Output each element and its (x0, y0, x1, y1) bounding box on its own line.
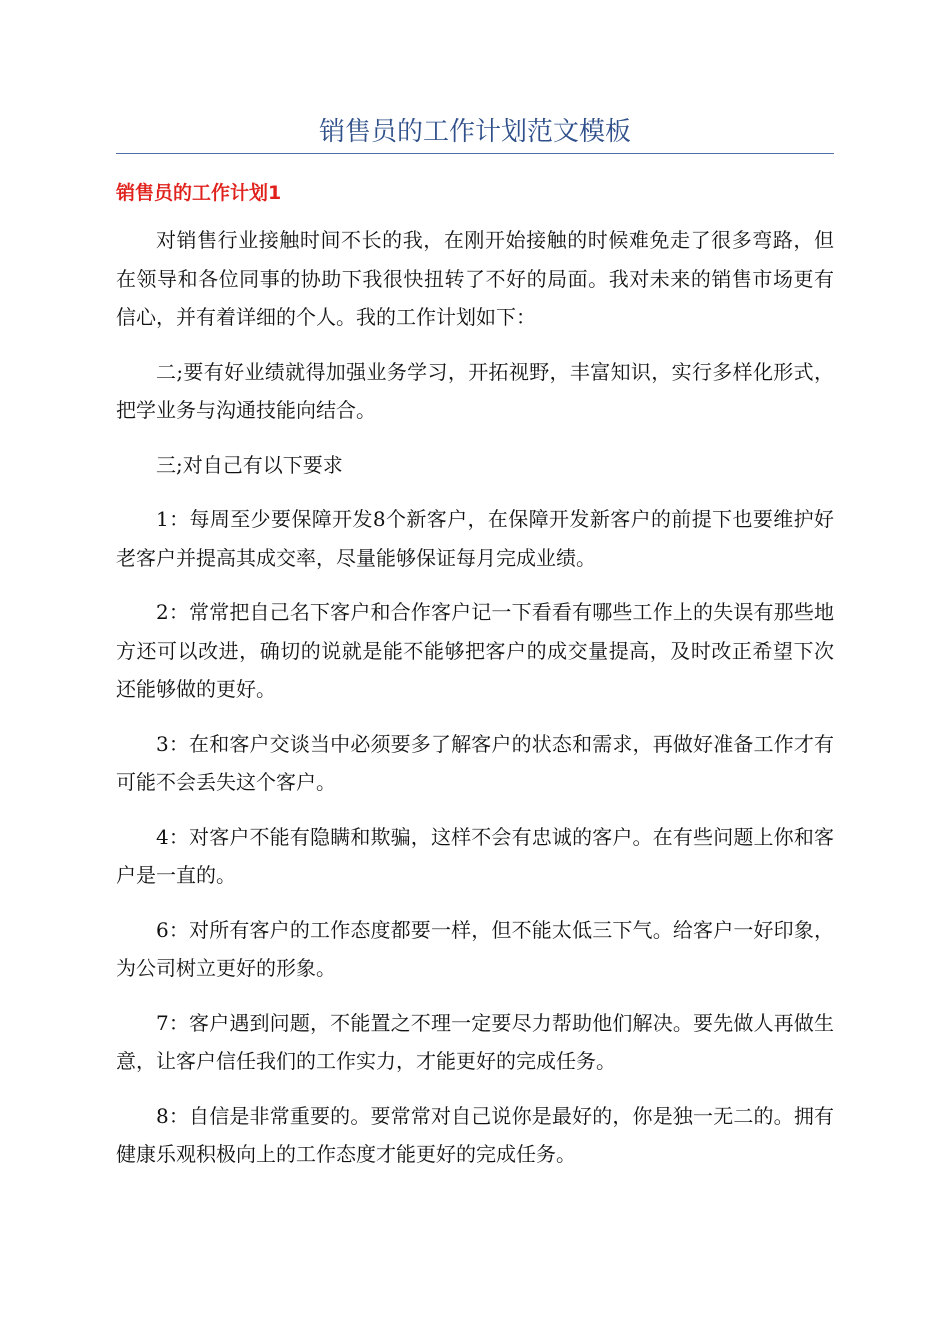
paragraph-item-8: 8：自信是非常重要的。要常常对自己说你是最好的，你是独一无二的。拥有健康乐观积极向上的工作态度才能更好的完成任务。 (116, 1103, 834, 1166)
paragraph-point-2: 二;要有好业绩就得加强业务学习，开拓视野，丰富知识，实行多样化形式，把学业务与沟通技能向结合。 (116, 359, 834, 422)
paragraph-item-1: 1：每周至少要保障开发8个新客户，在保障开发新客户的前提下也要维护好老客户并提高其成交率，尽量能够保证每月完成业绩。 (116, 507, 834, 570)
paragraph-item-7: 7：客户遇到问题，不能置之不理一定要尽力帮助他们解决。要先做人再做生意，让客户信任我们的工作实力，才能更好的完成任务。 (116, 1010, 834, 1073)
paragraph-item-6: 6：对所有客户的工作态度都要一样，但不能太低三下气。给客户一好印象，为公司树立更好的形象。 (116, 917, 834, 980)
paragraph-item-4: 4：对客户不能有隐瞒和欺骗，这样不会有忠诚的客户。在有些问题上你和客户是一直的。 (116, 824, 834, 887)
paragraph-point-3: 三;对自己有以下要求 (156, 452, 343, 477)
section-heading: 销售员的工作计划1 (116, 182, 282, 204)
page-title: 销售员的工作计划范文模板 (318, 117, 631, 147)
paragraph-intro: 对销售行业接触时间不长的我，在刚开始接触的时候难免走了很多弯路，但在领导和各位同事的协助下我很快扭转了不好的局面。我对未来的销售市场更有信心，并有着详细的个人。我的工作计划如下： (116, 228, 834, 329)
title-underline (116, 153, 834, 154)
paragraph-item-3: 3：在和客户交谈当中必须要多了解客户的状态和需求，再做好准备工作才有可能不会丢失这个客户。 (116, 731, 834, 794)
paragraph-item-2: 2：常常把自己名下客户和合作客户记一下看看有哪些工作上的失误有那些地方还可以改进，确切的说就是能不能够把客户的成交量提高，及时改正希望下次还能够做的更好。 (116, 600, 834, 701)
document-body (116, 221, 834, 1190)
